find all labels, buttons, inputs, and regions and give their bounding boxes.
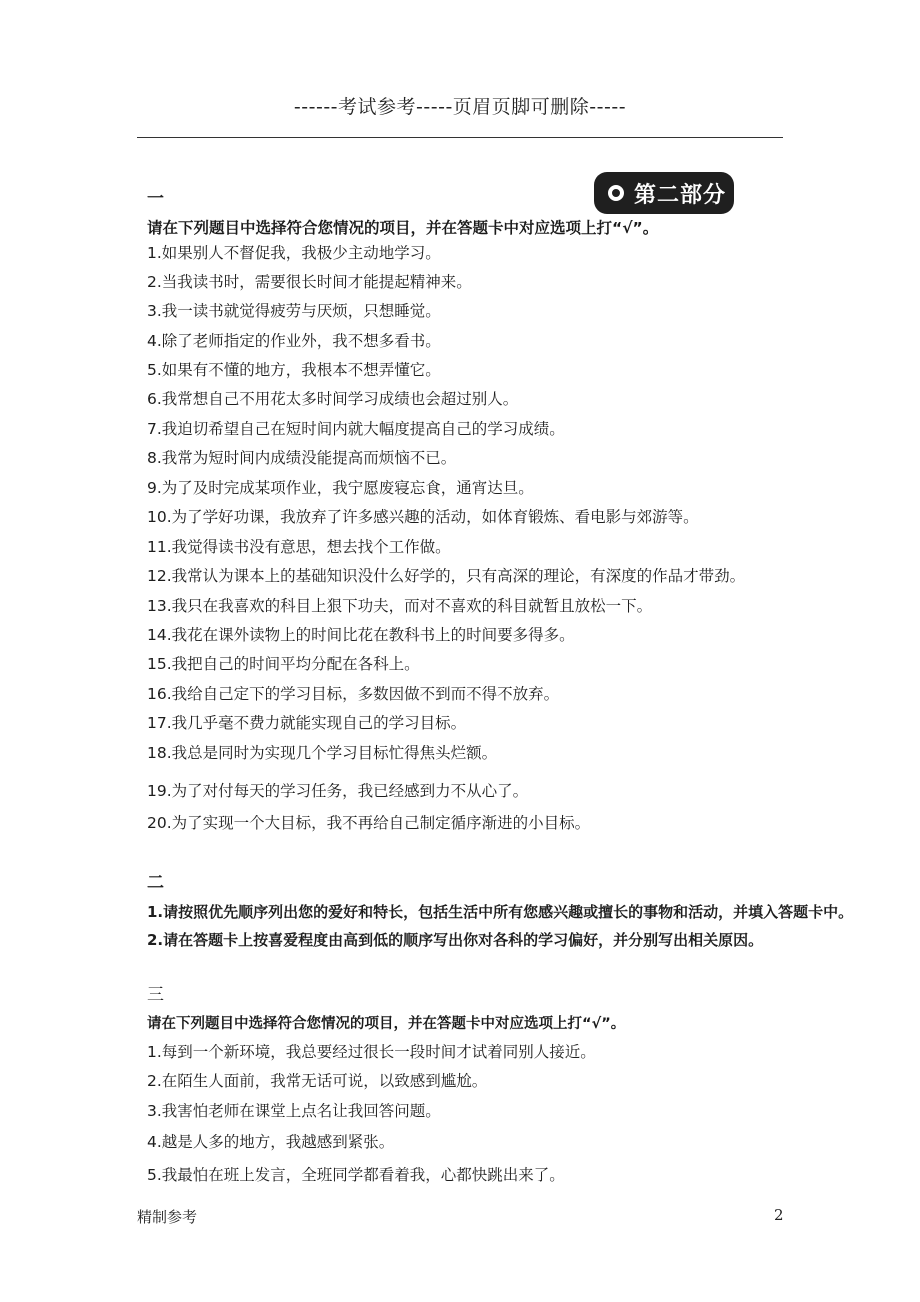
part-badge xyxy=(594,172,734,214)
section-3-marker: 三 xyxy=(147,985,164,1005)
question-item: 1.每到一个新环境，我总要经过很长一段时间才试着同别人接近。 xyxy=(147,1043,596,1061)
question-item: 14.我花在课外读物上的时间比花在教科书上的时间要多得多。 xyxy=(147,626,575,644)
section-1-marker: 一 xyxy=(147,189,164,209)
question-item: 5.如果有不懂的地方，我根本不想弄懂它。 xyxy=(147,361,441,379)
question-item: 1.如果别人不督促我，我极少主动地学习。 xyxy=(147,244,441,262)
question-item: 6.我常想自己不用花太多时间学习成绩也会超过别人。 xyxy=(147,390,519,408)
question-item: 12.我常认为课本上的基础知识没什么好学的，只有高深的理论，有深度的作品才带劲。 xyxy=(147,567,746,585)
question-item: 1.请按照优先顺序列出您的爱好和特长，包括生活中所有您感兴趣或擅长的事物和活动，并填入答题卡中。 xyxy=(147,903,854,921)
section-2-marker: 二 xyxy=(147,873,164,893)
section-1-instruction: 请在下列题目中选择符合您情况的项目，并在答题卡中对应选项上打“√”。 xyxy=(147,219,659,237)
question-item: 5.我最怕在班上发言，全班同学都看着我，心都快跳出来了。 xyxy=(147,1166,565,1184)
page-header: ------考试参考-----页眉页脚可删除----- xyxy=(293,96,627,118)
question-item: 16.我给自己定下的学习目标，多数因做不到而不得不放弃。 xyxy=(147,685,560,703)
question-item: 19.为了对付每天的学习任务，我已经感到力不从心了。 xyxy=(147,782,529,800)
circle-bullet-icon xyxy=(608,185,624,201)
question-item: 11.我觉得读书没有意思，想去找个工作做。 xyxy=(147,538,451,556)
question-item: 3.我一读书就觉得疲劳与厌烦，只想睡觉。 xyxy=(147,302,441,320)
question-item: 2.当我读书时，需要很长时间才能提起精神来。 xyxy=(147,273,472,291)
question-item: 3.我害怕老师在课堂上点名让我回答问题。 xyxy=(147,1102,441,1120)
question-item: 8.我常为短时间内成绩没能提高而烦恼不已。 xyxy=(147,449,457,467)
question-item: 13.我只在我喜欢的科目上狠下功夫，而对不喜欢的科目就暂且放松一下。 xyxy=(147,597,653,615)
question-item: 4.越是人多的地方，我越感到紧张。 xyxy=(147,1133,395,1151)
question-item: 18.我总是同时为实现几个学习目标忙得焦头烂额。 xyxy=(147,744,498,762)
question-item: 10.为了学好功课，我放弃了许多感兴趣的活动，如体育锻炼、看电影与郊游等。 xyxy=(147,508,699,526)
question-item: 20.为了实现一个大目标，我不再给自己制定循序渐进的小目标。 xyxy=(147,814,591,832)
footer-label: 精制参考 xyxy=(137,1208,198,1226)
question-item: 2.在陌生人面前，我常无话可说，以致感到尴尬。 xyxy=(147,1072,488,1090)
question-item: 2.请在答题卡上按喜爱程度由高到低的顺序写出你对各科的学习偏好，并分别写出相关原因。 xyxy=(147,931,764,949)
page-number: 2 xyxy=(774,1206,784,1224)
part-badge-label: 第二部分 xyxy=(634,182,727,208)
header-divider xyxy=(137,137,783,138)
question-item: 17.我几乎毫不费力就能实现自己的学习目标。 xyxy=(147,714,467,732)
question-item: 7.我迫切希望自己在短时间内就大幅度提高自己的学习成绩。 xyxy=(147,420,565,438)
question-item: 9.为了及时完成某项作业，我宁愿废寝忘食，通宵达旦。 xyxy=(147,479,534,497)
question-item: 15.我把自己的时间平均分配在各科上。 xyxy=(147,655,420,673)
section-3-instruction: 请在下列题目中选择符合您情况的项目，并在答题卡中对应选项上打“√”。 xyxy=(147,1016,626,1032)
question-item: 4.除了老师指定的作业外，我不想多看书。 xyxy=(147,332,441,350)
